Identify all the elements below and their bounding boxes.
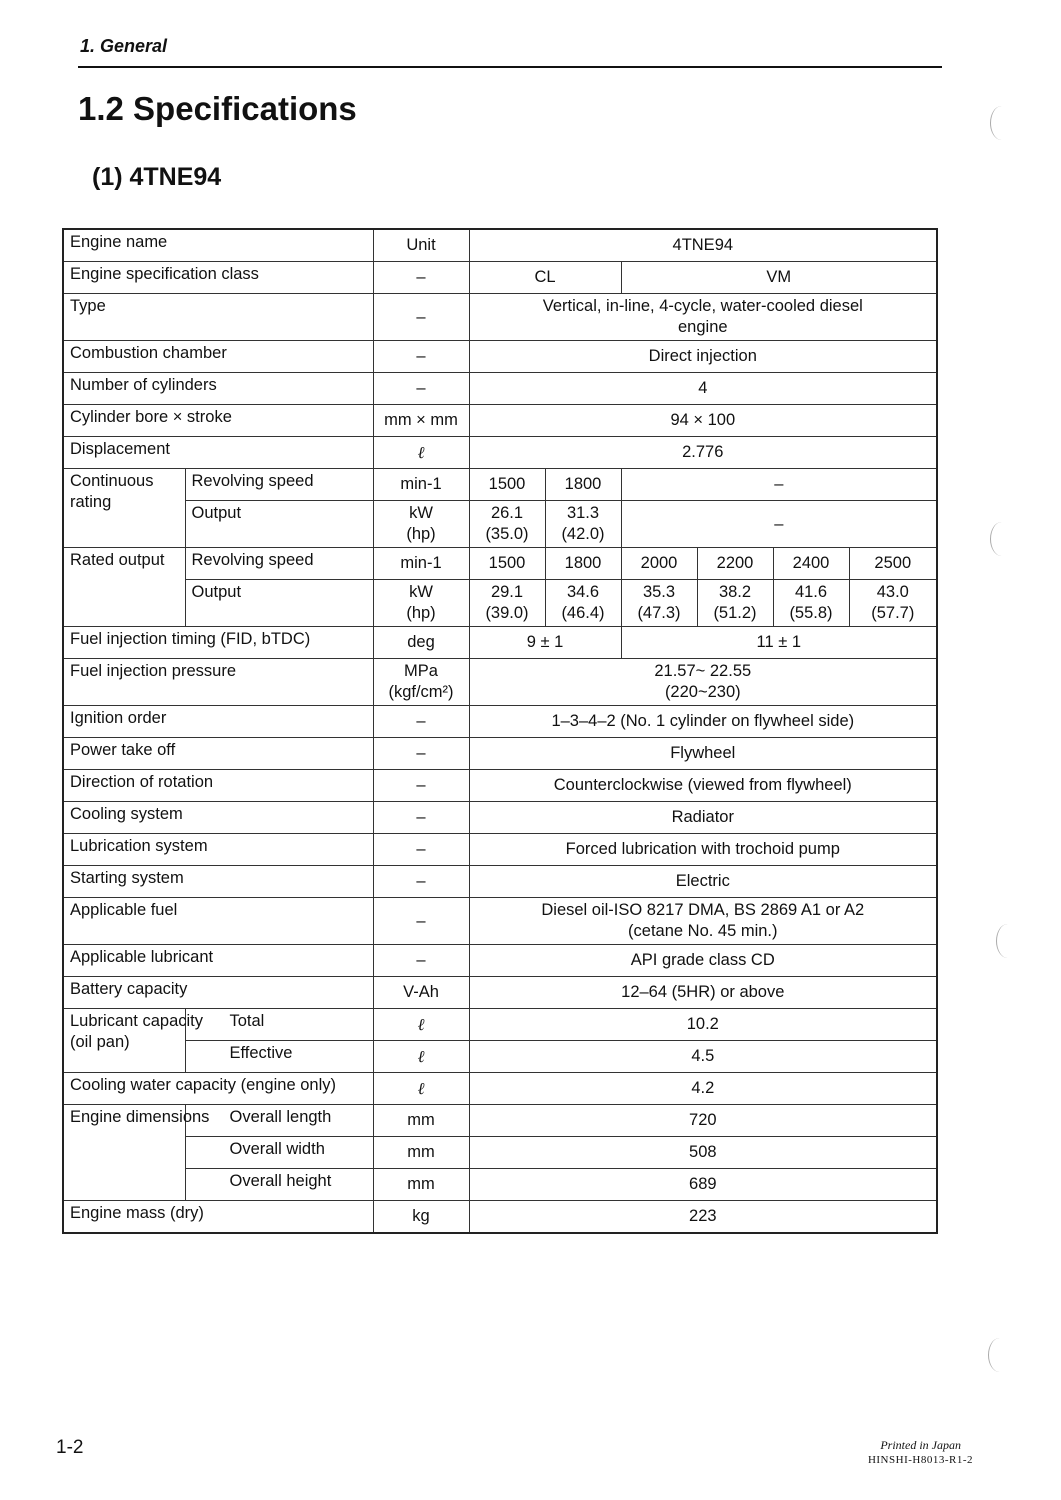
output-kw: 43.0 xyxy=(876,583,909,601)
label-line: rating xyxy=(70,493,112,511)
table-row xyxy=(63,866,937,898)
output-value xyxy=(849,580,937,627)
unit-line: kW xyxy=(409,504,433,522)
spec-label: Cooling system xyxy=(63,802,373,834)
spec-group-label xyxy=(63,1009,203,1073)
spec-unit: – xyxy=(373,262,469,294)
document-code: HINSHI-H8013-R1-2 xyxy=(867,1454,973,1466)
output-hp: (35.0) xyxy=(485,525,529,543)
unit-line: (hp) xyxy=(406,525,436,543)
output-hp: (46.4) xyxy=(561,604,605,622)
spec-value: 223 xyxy=(469,1201,937,1234)
spec-label: Engine mass (dry) xyxy=(63,1201,373,1234)
sub-label: Output xyxy=(185,580,373,627)
spec-label: Power take off xyxy=(63,738,373,770)
table-row xyxy=(63,706,937,738)
spec-group-label: Rated output xyxy=(63,548,185,627)
output-hp: (51.2) xyxy=(713,604,757,622)
spec-unit xyxy=(373,659,469,706)
table-row xyxy=(63,548,937,580)
output-kw: 29.1 xyxy=(490,583,524,601)
engine-model: 4TNE94 xyxy=(469,229,937,262)
spec-label: Battery capacity xyxy=(63,977,373,1009)
binder-hole-mark xyxy=(996,924,1019,958)
spec-value: – xyxy=(621,501,937,548)
binder-hole-mark xyxy=(988,1338,1011,1372)
label-line: (oil pan) xyxy=(70,1033,130,1051)
class-vm: VM xyxy=(621,262,937,294)
table-row xyxy=(63,977,937,1009)
label-line: Continuous xyxy=(70,472,154,490)
spec-value: 720 xyxy=(469,1105,937,1137)
speed-value: 1500 xyxy=(469,548,545,580)
value-line: (220~230) xyxy=(664,683,741,701)
label-line: Engine dimensions xyxy=(70,1108,210,1126)
table-row xyxy=(63,945,937,977)
spec-unit: kg xyxy=(373,1201,469,1234)
timing-vm: 11 ± 1 xyxy=(621,627,937,659)
spec-value xyxy=(469,898,937,945)
output-value xyxy=(697,580,773,627)
table-row xyxy=(63,1041,937,1073)
output-value xyxy=(773,580,849,627)
output-value xyxy=(469,501,545,548)
spec-unit: deg xyxy=(373,627,469,659)
output-value xyxy=(621,580,697,627)
spec-unit: – xyxy=(373,738,469,770)
spec-unit: mm × mm xyxy=(373,405,469,437)
table-row xyxy=(63,738,937,770)
spec-label: Applicable fuel xyxy=(63,898,373,945)
spec-unit: min-1 xyxy=(373,469,469,501)
spec-unit: min-1 xyxy=(373,548,469,580)
speed-value: 1800 xyxy=(545,548,621,580)
spec-label: Cylinder bore × stroke xyxy=(63,405,373,437)
table-row xyxy=(63,1073,937,1105)
table-row xyxy=(63,229,937,262)
printed-note: Printed in Japan xyxy=(880,1438,961,1452)
speed-value: 2000 xyxy=(621,548,697,580)
table-row xyxy=(63,898,937,945)
model-subtitle: (1) 4TNE94 xyxy=(92,163,222,191)
spec-unit: – xyxy=(373,945,469,977)
output-hp: (47.3) xyxy=(637,604,681,622)
table-row xyxy=(63,770,937,802)
sub-label: Overall length xyxy=(185,1105,373,1137)
spec-label: Engine name xyxy=(63,229,373,262)
unit-line: kW xyxy=(409,583,433,601)
table-row xyxy=(63,341,937,373)
unit-line: (kgf/cm²) xyxy=(388,683,454,701)
spec-unit: mm xyxy=(373,1169,469,1201)
binder-hole-mark xyxy=(990,106,1013,140)
spec-label: Starting system xyxy=(63,866,373,898)
output-hp: (39.0) xyxy=(485,604,529,622)
table-row xyxy=(63,294,937,341)
table-row xyxy=(63,1009,937,1041)
spec-value: Counterclockwise (viewed from flywheel) xyxy=(469,770,937,802)
speed-value: 2500 xyxy=(849,548,937,580)
spec-value: 2.776 xyxy=(469,437,937,469)
output-kw: 35.3 xyxy=(642,583,676,601)
table-row xyxy=(63,262,937,294)
output-hp: (57.7) xyxy=(871,604,915,622)
spec-value: 12–64 (5HR) or above xyxy=(469,977,937,1009)
spec-value: 689 xyxy=(469,1169,937,1201)
table-row xyxy=(63,1105,937,1137)
table-row xyxy=(63,659,937,706)
spec-label: Lubrication system xyxy=(63,834,373,866)
class-cl: CL xyxy=(469,262,621,294)
spec-unit xyxy=(373,501,469,548)
sub-label: Revolving speed xyxy=(185,469,373,501)
spec-value: API grade class CD xyxy=(469,945,937,977)
spec-value: Flywheel xyxy=(469,738,937,770)
speed-value: 2400 xyxy=(773,548,849,580)
table-row xyxy=(63,834,937,866)
value-line: (cetane No. 45 min.) xyxy=(628,922,778,940)
specifications-table xyxy=(62,228,938,1234)
spec-value: 508 xyxy=(469,1137,937,1169)
table-row xyxy=(63,405,937,437)
spec-value: 4.5 xyxy=(469,1041,937,1073)
spec-unit: – xyxy=(373,294,469,341)
spec-label: Number of cylinders xyxy=(63,373,373,405)
output-kw: 26.1 xyxy=(490,504,524,522)
spec-group-label xyxy=(63,469,185,548)
spec-unit: – xyxy=(373,770,469,802)
spec-value: 1–3–4–2 (No. 1 cylinder on flywheel side) xyxy=(469,706,937,738)
table-row xyxy=(63,1201,937,1234)
spec-label: Displacement xyxy=(63,437,373,469)
sub-label: Overall height xyxy=(185,1169,373,1201)
spec-label: Type xyxy=(63,294,373,341)
output-kw: 38.2 xyxy=(718,583,752,601)
table-row xyxy=(63,627,937,659)
table-row xyxy=(63,802,937,834)
spec-label: Combustion chamber xyxy=(63,341,373,373)
spec-unit: – xyxy=(373,834,469,866)
sub-label: Overall width xyxy=(185,1137,373,1169)
output-value xyxy=(545,580,621,627)
spec-label: Engine specification class xyxy=(63,262,373,294)
sub-label: Revolving speed xyxy=(185,548,373,580)
spec-value xyxy=(469,659,937,706)
value-line: Diesel oil-ISO 8217 DMA, BS 2869 A1 or A2 xyxy=(541,901,865,919)
output-kw: 41.6 xyxy=(794,583,828,601)
spec-value: – xyxy=(621,469,937,501)
spec-unit: – xyxy=(373,802,469,834)
unit-line: (hp) xyxy=(406,604,436,622)
page-title: 1.2 Specifications xyxy=(78,90,357,127)
spec-value: Electric xyxy=(469,866,937,898)
spec-unit: V-Ah xyxy=(373,977,469,1009)
spec-unit: – xyxy=(373,898,469,945)
output-hp: (42.0) xyxy=(561,525,605,543)
spec-value: 10.2 xyxy=(469,1009,937,1041)
spec-unit xyxy=(373,580,469,627)
spec-unit: ℓ xyxy=(373,1041,469,1073)
spec-unit: – xyxy=(373,866,469,898)
spec-label: Direction of rotation xyxy=(63,770,373,802)
table-row xyxy=(63,501,937,548)
spec-label: Fuel injection pressure xyxy=(63,659,373,706)
spec-value xyxy=(469,294,937,341)
spec-unit: – xyxy=(373,341,469,373)
value-line: 21.57~ 22.55 xyxy=(654,662,752,680)
sub-label: Effective xyxy=(185,1041,373,1073)
table-row xyxy=(63,1169,937,1201)
spec-unit: ℓ xyxy=(373,1073,469,1105)
sub-label: Total xyxy=(185,1009,373,1041)
timing-cl: 9 ± 1 xyxy=(469,627,621,659)
spec-value: Direct injection xyxy=(469,341,937,373)
spec-unit: – xyxy=(373,706,469,738)
spec-unit: – xyxy=(373,373,469,405)
table-row xyxy=(63,437,937,469)
speed-value: 2200 xyxy=(697,548,773,580)
speed-value: 1500 xyxy=(469,469,545,501)
section-label: 1. General xyxy=(80,36,168,56)
spec-unit: mm xyxy=(373,1105,469,1137)
spec-label: Applicable lubricant xyxy=(63,945,373,977)
spec-unit: ℓ xyxy=(373,437,469,469)
value-line: engine xyxy=(678,318,728,336)
spec-label: Cooling water capacity (engine only) xyxy=(63,1073,373,1105)
spec-value: 4.2 xyxy=(469,1073,937,1105)
spec-value: 94 × 100 xyxy=(469,405,937,437)
table-row xyxy=(63,580,937,627)
spec-label: Fuel injection timing (FID, bTDC) xyxy=(63,627,373,659)
spec-unit: ℓ xyxy=(373,1009,469,1041)
output-value xyxy=(545,501,621,548)
spec-unit: mm xyxy=(373,1137,469,1169)
spec-value: Radiator xyxy=(469,802,937,834)
output-kw: 34.6 xyxy=(566,583,600,601)
header-rule xyxy=(78,66,942,68)
page-number: 1-2 xyxy=(56,1437,84,1458)
sub-label: Output xyxy=(185,501,373,548)
spec-group-label xyxy=(63,1105,210,1201)
binder-hole-mark xyxy=(990,522,1013,556)
unit-header: Unit xyxy=(373,229,469,262)
output-kw: 31.3 xyxy=(566,504,600,522)
table-row xyxy=(63,373,937,405)
spec-label: Ignition order xyxy=(63,706,373,738)
table-row xyxy=(63,1137,937,1169)
value-line: Vertical, in-line, 4-cycle, water-cooled diesel xyxy=(542,297,863,315)
spec-value: 4 xyxy=(469,373,937,405)
label-line: Lubricant capacity xyxy=(70,1012,203,1030)
speed-value: 1800 xyxy=(545,469,621,501)
spec-value: Forced lubrication with trochoid pump xyxy=(469,834,937,866)
unit-line: MPa xyxy=(404,662,438,680)
output-value xyxy=(469,580,545,627)
output-hp: (55.8) xyxy=(789,604,833,622)
table-row xyxy=(63,469,937,501)
